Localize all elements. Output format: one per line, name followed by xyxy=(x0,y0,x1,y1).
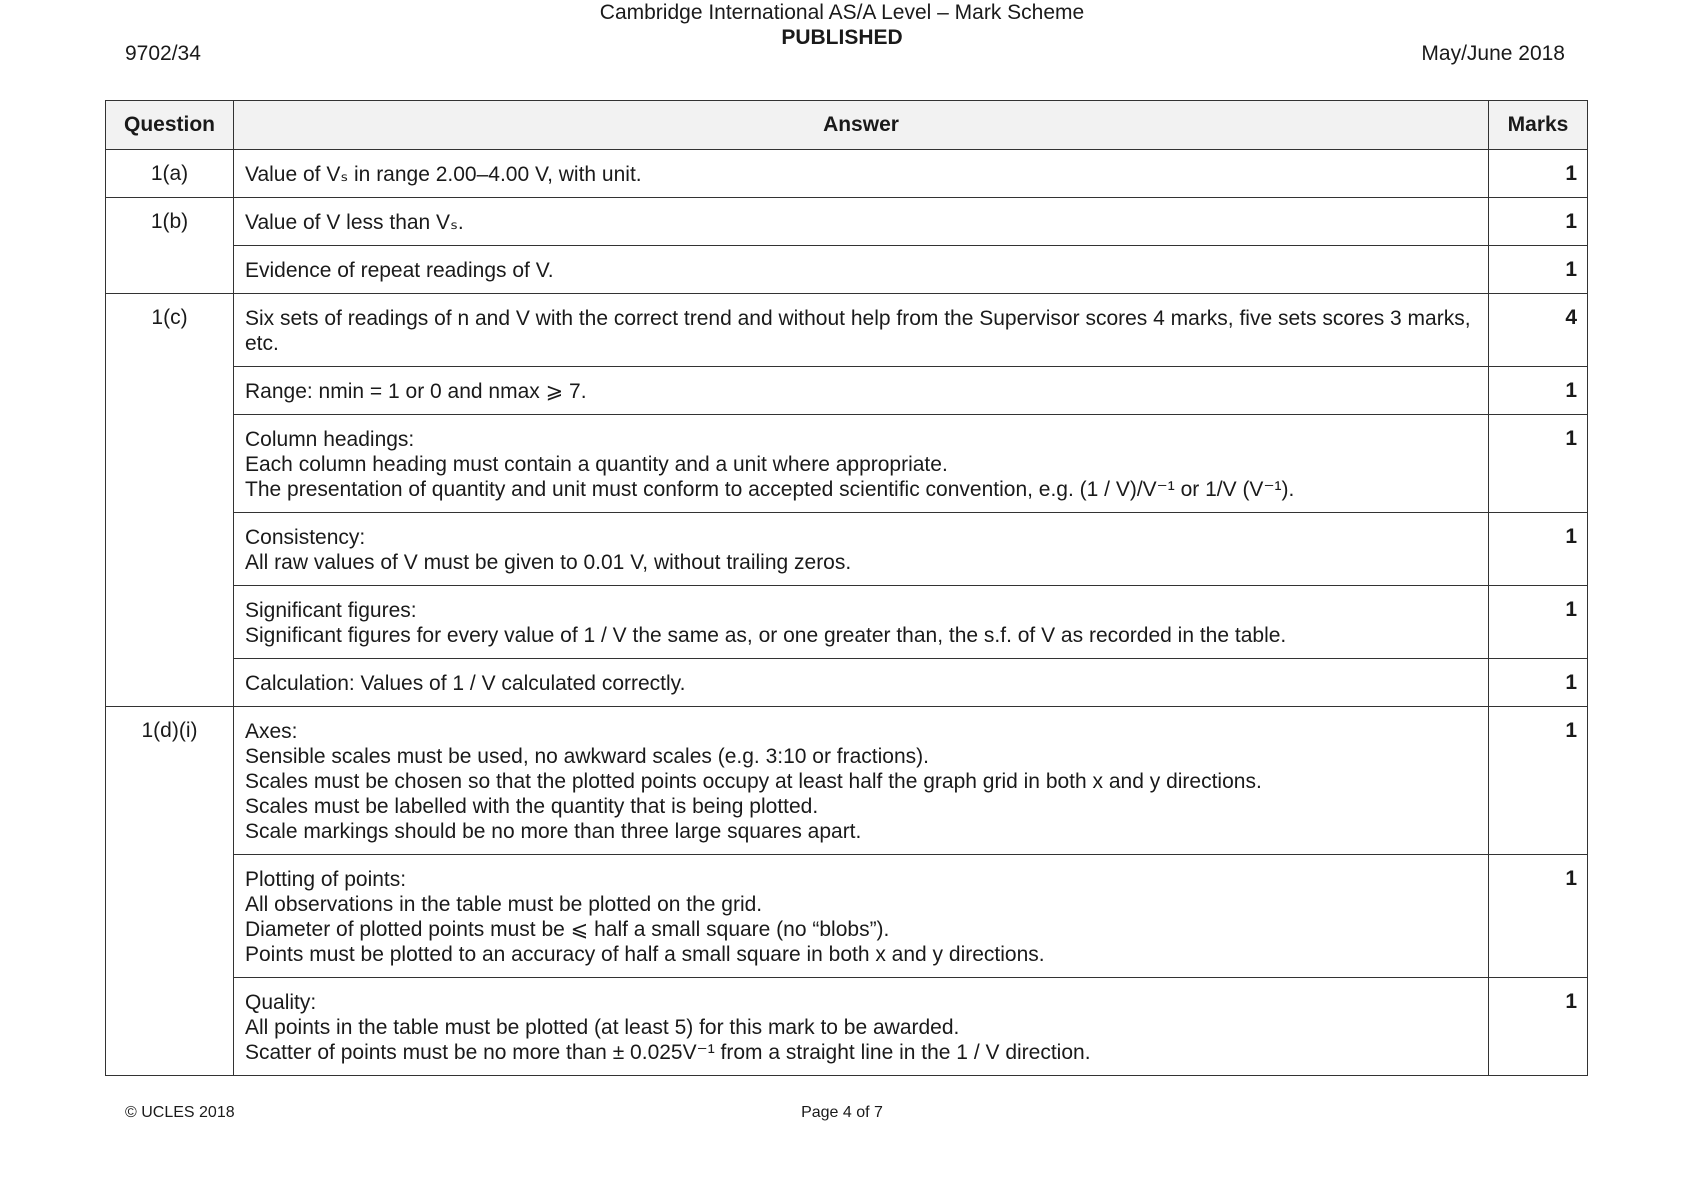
answer-line: Range: nmin = 1 or 0 and nmax ⩾ 7. xyxy=(245,380,587,403)
question-cell: 1(a) xyxy=(106,150,234,198)
table-row xyxy=(106,707,1588,855)
table-header-row xyxy=(106,101,1588,150)
marks-cell: 1 xyxy=(1489,415,1588,513)
answer-cell xyxy=(234,513,1489,586)
answer-line: Consistency: xyxy=(245,526,366,549)
marks-cell: 1 xyxy=(1489,707,1588,855)
answer-cell xyxy=(234,978,1489,1076)
marks-cell: 1 xyxy=(1489,659,1588,707)
marks-cell: 1 xyxy=(1489,978,1588,1076)
page-number: Page 4 of 7 xyxy=(801,1104,883,1121)
answer-cell xyxy=(234,367,1489,415)
marks-cell: 1 xyxy=(1489,150,1588,198)
answer-cell xyxy=(234,659,1489,707)
mark-scheme-table xyxy=(105,100,1588,1076)
answer-cell xyxy=(234,294,1489,367)
answer-line: Plotting of points: xyxy=(245,868,407,891)
answer-cell xyxy=(234,707,1489,855)
answer-line: Axes: xyxy=(245,720,298,743)
table-row xyxy=(106,246,1588,294)
table-row xyxy=(106,415,1588,513)
answer-line: Scale markings should be no more than three large squares apart. xyxy=(245,820,862,843)
answer-cell xyxy=(234,150,1489,198)
paper-code: 9702/34 xyxy=(125,42,201,65)
document-title: Cambridge International AS/A Level – Mark Scheme xyxy=(599,1,1085,24)
answer-line: Diameter of plotted points must be ⩽ half a small square (no “blobs”). xyxy=(245,918,890,941)
answer-line: Significant figures: xyxy=(245,599,417,622)
answer-line: Calculation: Values of 1 / V calculated correctly. xyxy=(245,672,686,695)
answer-line: All points in the table must be plotted (at least 5) for this mark to be awarded. xyxy=(245,1016,960,1039)
answer-cell xyxy=(234,198,1489,246)
marks-cell: 1 xyxy=(1489,513,1588,586)
published-label: PUBLISHED xyxy=(781,26,903,49)
table-row xyxy=(106,855,1588,978)
answer-cell xyxy=(234,246,1489,294)
copyright-notice: © UCLES 2018 xyxy=(125,1104,235,1121)
answer-line: Scales must be labelled with the quantity that is being plotted. xyxy=(245,795,819,818)
marks-cell: 4 xyxy=(1489,294,1588,367)
table-row xyxy=(106,294,1588,367)
marks-column-header: Marks xyxy=(1489,101,1588,150)
answer-line: Column headings: xyxy=(245,428,415,451)
answer-line: Value of Vₛ in range 2.00–4.00 V, with unit. xyxy=(245,163,642,186)
answer-line: Sensible scales must be used, no awkward scales (e.g. 3:10 or fractions). xyxy=(245,745,929,768)
answer-line: The presentation of quantity and unit must conform to accepted scientific convention, e.g. (1 / V)/V⁻¹ or 1/V (V⁻¹). xyxy=(245,478,1295,501)
marks-cell: 1 xyxy=(1489,367,1588,415)
question-cell: 1(c) xyxy=(106,294,234,707)
answer-line: Evidence of repeat readings of V. xyxy=(245,259,554,282)
answer-line: All observations in the table must be plotted on the grid. xyxy=(245,893,763,916)
answer-line: Quality: xyxy=(245,991,317,1014)
answer-cell xyxy=(234,586,1489,659)
question-cell: 1(b) xyxy=(106,198,234,294)
marks-cell: 1 xyxy=(1489,855,1588,978)
answer-line: All raw values of V must be given to 0.01 V, without trailing zeros. xyxy=(245,551,852,574)
table-row xyxy=(106,150,1588,198)
question-cell: 1(d)(i) xyxy=(106,707,234,1076)
answer-column-header: Answer xyxy=(234,101,1489,150)
marks-cell: 1 xyxy=(1489,246,1588,294)
answer-line: Each column heading must contain a quantity and a unit where appropriate. xyxy=(245,453,948,476)
question-column-header: Question xyxy=(106,101,234,150)
table-row xyxy=(106,198,1588,246)
answer-line: Value of V less than Vₛ. xyxy=(245,211,464,234)
answer-cell xyxy=(234,415,1489,513)
answer-cell xyxy=(234,855,1489,978)
table-row xyxy=(106,367,1588,415)
answer-line: Scatter of points must be no more than ± 0.025V⁻¹ from a straight line in the 1 / V direction. xyxy=(245,1041,1091,1064)
table-row xyxy=(106,586,1588,659)
marks-cell: 1 xyxy=(1489,198,1588,246)
exam-session: May/June 2018 xyxy=(1421,42,1565,65)
table-row xyxy=(106,513,1588,586)
answer-line: Significant figures for every value of 1 / V the same as, or one greater than, the s.f. of V as recorded in the table. xyxy=(245,624,1287,647)
table-row xyxy=(106,978,1588,1076)
answer-line: Six sets of readings of n and V with the correct trend and without help from the Supervisor scores 4 marks, five sets scores 3 marks, etc. xyxy=(245,307,1471,355)
answer-line: Scales must be chosen so that the plotted points occupy at least half the graph grid in both x and y directions. xyxy=(245,770,1262,793)
answer-line: Points must be plotted to an accuracy of half a small square in both x and y directions. xyxy=(245,943,1045,966)
marks-cell: 1 xyxy=(1489,586,1588,659)
table-row xyxy=(106,659,1588,707)
